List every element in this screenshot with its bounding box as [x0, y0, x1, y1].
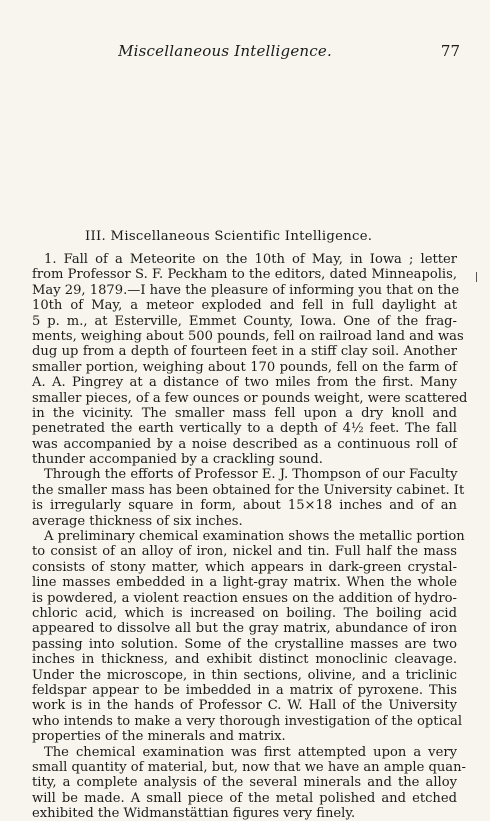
- text-line: chloric acid, which is increased on boiling. The boiling acid: [32, 605, 457, 621]
- text-line: was accompanied by a noise described as a continuous roll of: [32, 436, 457, 452]
- text-line: the smaller mass has been obtained for the University cabinet. It: [32, 482, 465, 498]
- article-body: [32, 252, 468, 821]
- text-line: Through the efforts of Professor E. J. Thompson of our Faculty: [44, 467, 458, 483]
- text-line: small quantity of material, but, now that we have an ample quan-: [32, 759, 466, 775]
- section-heading: III. Miscellaneous Scientific Intelligence.: [85, 229, 373, 244]
- running-title: Miscellaneous Intelligence.: [118, 42, 332, 60]
- text-line: from Professor S. F. Peckham to the editors, dated Minneapolis,: [32, 267, 457, 283]
- text-line: 10th of May, a meteor exploded and fell in full daylight at: [32, 298, 457, 314]
- text-line: 5 p. m., at Esterville, Emmet County, Iowa. One of the frag-: [32, 313, 457, 329]
- text-line: line masses embedded in a light-gray matrix. When the whole: [32, 575, 457, 591]
- text-line: passing into solution. Some of the crystalline masses are two: [32, 636, 457, 652]
- text-line: in the vicinity. The smaller mass fell upon a dry knoll and: [32, 405, 457, 421]
- text-line: exhibited the Widmanstättian figures very finely.: [32, 806, 356, 821]
- text-line: ments, weighing about 500 pounds, fell on railroad land and was: [32, 328, 464, 344]
- text-line: dug up from a depth of fourteen feet in a stiff clay soil. Another: [32, 344, 457, 360]
- text-line: who intends to make a very thorough investigation of the optical: [32, 713, 463, 729]
- text-line: is powdered, a violent reaction ensues on the addition of hydro-: [32, 590, 457, 606]
- text-line: penetrated the earth vertically to a depth of 4½ feet. The fall: [32, 421, 457, 437]
- text-line: feldspar appear to be imbedded in a matrix of pyroxene. This: [32, 682, 457, 698]
- running-head: [30, 42, 460, 62]
- text-line: average thickness of six inches.: [32, 513, 243, 529]
- text-line: is irregularly square in form, about 15×18 inches and of an: [32, 498, 457, 514]
- text-line: Under the microscope, in thin sections, olivine, and a triclinic: [32, 667, 457, 683]
- text-line: A. A. Pingrey at a distance of two miles from the first. Many: [32, 375, 457, 391]
- text-line: smaller portion, weighing about 170 pounds, fell on the farm of: [32, 359, 457, 375]
- margin-mark: [476, 272, 477, 282]
- text-line: will be made. A small piece of the metal polished and etched: [32, 790, 457, 806]
- text-line: The chemical examination was first attempted upon a very: [44, 744, 457, 760]
- text-line: work is in the hands of Professor C. W. Hall of the University: [32, 698, 457, 714]
- page-number: 77: [440, 42, 460, 60]
- text-line: smaller pieces, of a few ounces or pounds weight, were scattered: [32, 390, 468, 406]
- text-line: properties of the minerals and matrix.: [32, 729, 286, 745]
- text-line: appeared to dissolve all but the gray matrix, abundance of iron: [32, 621, 457, 637]
- text-line: inches in thickness, and exhibit distinct monoclinic cleavage.: [32, 652, 457, 668]
- text-line: tity, a complete analysis of the several minerals and the alloy: [32, 775, 457, 791]
- text-line: A preliminary chemical examination shows the metallic portion: [44, 529, 465, 545]
- text-line: to consist of an alloy of iron, nickel and tin. Full half the mass: [32, 544, 457, 560]
- text-line: thunder accompanied by a crackling sound.: [32, 452, 323, 468]
- text-line: May 29, 1879.—I have the pleasure of informing you that on the: [32, 282, 460, 298]
- text-line: 1. Fall of a Meteorite on the 10th of May, in Iowa ; letter: [44, 252, 457, 267]
- text-line: consists of stony matter, which appears in dark-green crystal-: [32, 559, 457, 575]
